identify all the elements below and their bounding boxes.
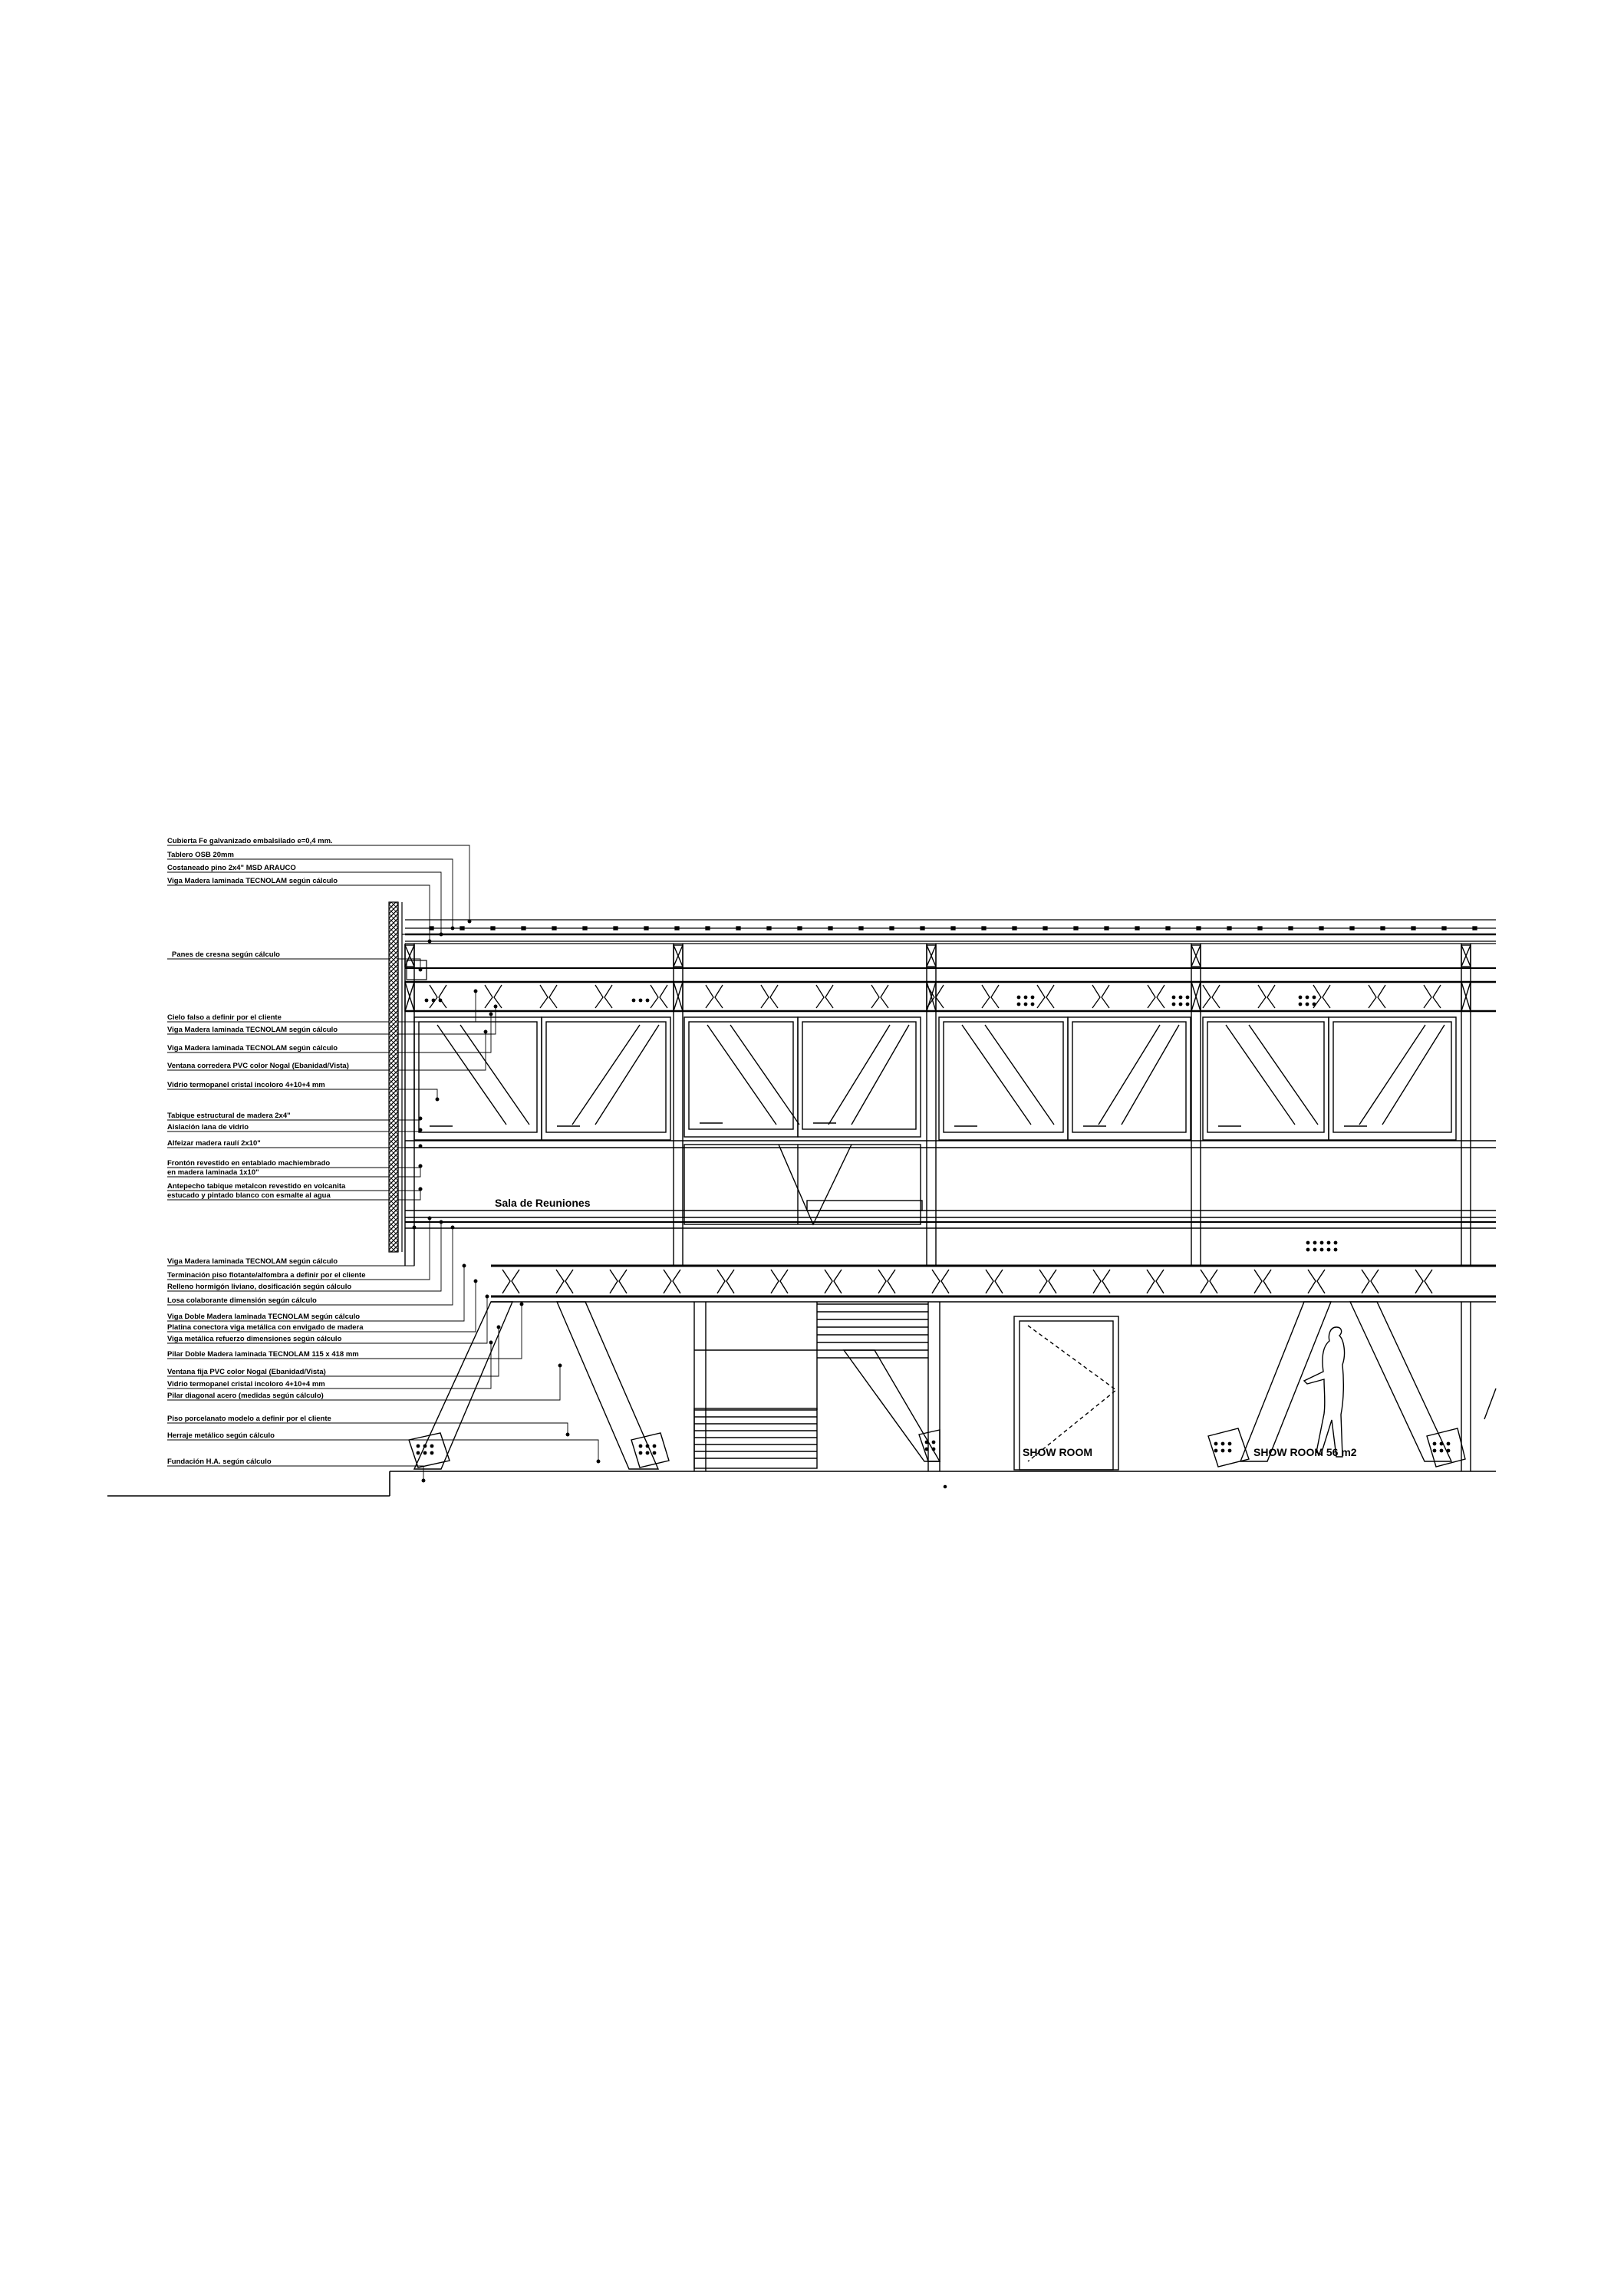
purlin-mark [1473, 927, 1477, 930]
bolt [1186, 1003, 1190, 1006]
glass-door-reflection [779, 1145, 852, 1224]
purlin-mark [736, 927, 740, 930]
leader-line [167, 1227, 453, 1305]
bolt [1320, 1248, 1324, 1252]
leader-dot [486, 1295, 489, 1298]
label-osb-board: Tablero OSB 20mm [167, 851, 234, 859]
bolt [1031, 1003, 1035, 1006]
bolt [632, 999, 636, 1003]
bolt [430, 1451, 434, 1455]
label-sliding-window: Ventana corredera PVC color Nogal (Ebanidad/Vista) [167, 1062, 349, 1070]
label-gable-2: en madera laminada 1x10" [167, 1168, 259, 1177]
floor-connector [825, 1270, 842, 1293]
purlin-mark [552, 927, 556, 930]
window-pane [1068, 1017, 1191, 1140]
leader-line [167, 1222, 441, 1291]
purlin-mark [1105, 927, 1108, 930]
leader-dot [494, 1005, 497, 1008]
bolt [1433, 1442, 1437, 1446]
floor-connector [556, 1270, 573, 1293]
purlin-mark [1319, 927, 1323, 930]
bolt [1313, 1241, 1317, 1245]
label-glass-lower: Vidrio termopanel cristal incoloro 4+10+4 mm [167, 1380, 325, 1388]
beam-connector [1148, 985, 1164, 1008]
leader-dot [436, 1098, 439, 1101]
floor-connector [502, 1270, 519, 1293]
leader-dot [566, 1433, 569, 1436]
bolt-groups [417, 996, 1451, 1455]
label-lightweight-fill: Relleno hormigón liviano, dosificación según cálculo [167, 1283, 352, 1291]
bolt [1024, 996, 1028, 1000]
window-glass [546, 1022, 666, 1132]
bolt [1228, 1449, 1232, 1453]
window-glass [419, 1022, 537, 1132]
leader-line [167, 1466, 423, 1481]
beam-connector [485, 985, 502, 1008]
bolt [425, 999, 429, 1003]
floor-connector [771, 1270, 788, 1293]
bolt [432, 999, 436, 1003]
bolt [1320, 1241, 1324, 1245]
bolt [1024, 1003, 1028, 1006]
bolt [1306, 1003, 1309, 1006]
bolt [646, 999, 650, 1003]
label-ridge-panels: Panes de cresna según cálculo [172, 950, 280, 959]
bolt [1313, 1248, 1317, 1252]
floor-connector [1308, 1270, 1325, 1293]
window-pane [684, 1017, 798, 1137]
label-floor-finish: Terminación piso flotante/alfombra a definir por el cliente [167, 1271, 366, 1280]
floor-connector [878, 1270, 895, 1293]
bolt [653, 1451, 657, 1455]
purlin-mark [1013, 927, 1016, 930]
window-pane [798, 1017, 921, 1137]
label-parapet-1: Antepecho tabique metalcon revestido en volcanita [167, 1182, 346, 1191]
purlin-mark [430, 927, 433, 930]
purlin-mark [859, 927, 863, 930]
label-windowsill: Alfeizar madera raulí 2x10" [167, 1139, 261, 1148]
beam-connector [706, 985, 723, 1008]
beam-connector [595, 985, 612, 1008]
label-parapet-2: estucado y pintado blanco con esmalte al agua [167, 1191, 331, 1200]
label-beam-2: Viga Madera laminada TECNOLAM según cálculo [167, 1044, 338, 1052]
bolt [1228, 1442, 1232, 1446]
window-pane [542, 1017, 670, 1140]
purlin-mark [614, 927, 618, 930]
floor-connector [610, 1270, 627, 1293]
purlin-mark [767, 927, 771, 930]
label-foundation: Fundación H.A. según cálculo [167, 1458, 272, 1466]
bolt [646, 1451, 650, 1455]
label-false-ceiling: Cielo falso a definir por el cliente [167, 1013, 282, 1022]
beam-connector [1037, 985, 1054, 1008]
purlin-mark [1412, 927, 1415, 930]
bolt [1433, 1449, 1437, 1453]
leader-dot [419, 1188, 422, 1191]
floor-connector [1254, 1270, 1271, 1293]
bolt [1017, 1003, 1021, 1006]
beam-connector [540, 985, 557, 1008]
purlin-mark [798, 927, 802, 930]
purlin-mark [828, 927, 832, 930]
purlin-mark [1227, 927, 1231, 930]
purlin-mark [1258, 927, 1262, 930]
purlin-mark [583, 927, 587, 930]
beam-connector [1203, 985, 1220, 1008]
floor-connector [1415, 1270, 1432, 1293]
column-connector-cross [927, 982, 936, 1011]
bolt [1179, 996, 1183, 1000]
floor-connector [717, 1270, 734, 1293]
bolt [1327, 1241, 1331, 1245]
purlin-mark [1442, 927, 1446, 930]
column-connector-cross [927, 945, 936, 967]
label-steel-beam: Viga metálica refuerzo dimensiones según cálculo [167, 1335, 342, 1343]
column-connector-cross [405, 945, 414, 967]
beam-connector [1258, 985, 1275, 1008]
leader-dot [489, 1013, 492, 1016]
window-reflection [707, 1025, 799, 1125]
label-floor-beam: Viga Madera laminada TECNOLAM según cálculo [167, 1257, 338, 1266]
bolt [639, 1451, 643, 1455]
bolt [1221, 1442, 1225, 1446]
leader-line [167, 959, 420, 970]
bolt [430, 1444, 434, 1448]
ground-line [107, 1471, 1496, 1496]
leader-dot [474, 990, 477, 993]
bolt [1334, 1248, 1338, 1252]
bolt [1299, 996, 1303, 1000]
beam-connector [430, 985, 446, 1008]
floor-connector [664, 1270, 680, 1293]
leader-dot [497, 1326, 500, 1329]
room-label-showroom: SHOW ROOM [1023, 1446, 1092, 1458]
bolt [1334, 1241, 1338, 1245]
bolt [1306, 996, 1309, 1000]
window-pane [1203, 1017, 1329, 1140]
beam-connector [1369, 985, 1385, 1008]
diagonal-plate-left [409, 1433, 450, 1468]
purlin-mark [982, 927, 986, 930]
window-reflection [572, 1025, 659, 1125]
beam-connector [982, 985, 999, 1008]
label-gable-1: Frontón revestido en entablado machiembrado [167, 1159, 331, 1168]
roof [405, 920, 1496, 1011]
window-reflection [962, 1025, 1054, 1125]
bolt [653, 1444, 657, 1448]
floor-connector [1362, 1270, 1379, 1293]
bolt [1306, 1248, 1310, 1252]
upper-beam-connectors [430, 985, 1441, 1008]
purlin-mark [644, 927, 648, 930]
bolt [1221, 1449, 1225, 1453]
label-roof-sheet: Cubierta Fe galvanizado embalsilado e=0,4 mm. [167, 837, 333, 845]
bolt [439, 999, 443, 1003]
leader-dot [597, 1460, 600, 1463]
window-reflection [1359, 1025, 1444, 1125]
wall-hatch-column [389, 902, 398, 1252]
column-connector-cross [674, 945, 683, 967]
purlin-mark [951, 927, 955, 930]
column-connector-cross [1191, 982, 1201, 1011]
leader-dot [422, 1479, 425, 1482]
purlin-mark [1350, 927, 1354, 930]
label-roof-beam: Viga Madera laminada TECNOLAM según cálculo [167, 877, 338, 885]
bolt [1299, 1003, 1303, 1006]
beam-connector [761, 985, 778, 1008]
bolt [1327, 1248, 1331, 1252]
purlin-mark [890, 927, 894, 930]
person-silhouette [1304, 1327, 1345, 1457]
bolt [1440, 1449, 1444, 1453]
staircase-upper[interactable] [694, 1302, 928, 1410]
bolt [1017, 996, 1021, 1000]
window-reflection [437, 1025, 529, 1125]
leader-dot [484, 1030, 487, 1033]
label-fixed-window: Ventana fija PVC color Nogal (Ebanidad/Vista) [167, 1368, 326, 1376]
label-connector-plate: Platina conectora viga metálica con envigado de madera [167, 1323, 364, 1332]
purlin-mark [921, 927, 924, 930]
leader-dot [419, 1164, 422, 1168]
label-glass-upper: Vidrio termopanel cristal incoloro 4+10+4 mm [167, 1081, 325, 1089]
annotation-labels [167, 837, 365, 1466]
floor-connector [1201, 1270, 1217, 1293]
bolt [639, 999, 643, 1003]
label-double-beam: Viga Doble Madera laminada TECNOLAM según cálculo [167, 1313, 361, 1321]
bolt [1306, 1241, 1310, 1245]
column-connector-cross [1461, 982, 1471, 1011]
purlin-mark [1135, 927, 1139, 930]
label-composite-slab: Losa colaborante dimensión según cálculo [167, 1296, 317, 1305]
beam-connector [651, 985, 667, 1008]
bolt [417, 1451, 420, 1455]
label-insulation: Aislación lana de vidrio [167, 1123, 249, 1132]
bolt [1186, 996, 1190, 1000]
purlin-mark [706, 927, 710, 930]
bolt [417, 1444, 420, 1448]
beam-connector [816, 985, 833, 1008]
bolt [1313, 1003, 1316, 1006]
beam-connector [871, 985, 888, 1008]
floor-connector [1039, 1270, 1056, 1293]
label-beam-1: Viga Madera laminada TECNOLAM según cálculo [167, 1026, 338, 1034]
leader-dot [474, 1280, 477, 1283]
window-pane [939, 1017, 1068, 1140]
window-glass [689, 1022, 793, 1129]
room-label-showroom-area: SHOW ROOM 56 m2 [1253, 1446, 1357, 1458]
bolt [423, 1451, 427, 1455]
window-pane [1329, 1017, 1456, 1140]
diagonal-plate-right-a [1208, 1428, 1249, 1467]
upper-floor-structure [405, 1141, 1496, 1302]
purlin-mark [460, 927, 464, 930]
glass-door-lower [684, 1145, 921, 1224]
purlin-mark [491, 927, 495, 930]
bolt [1031, 996, 1035, 1000]
room-label-meeting: Sala de Reuniones [495, 1197, 591, 1209]
upper-windows[interactable] [414, 1017, 1456, 1224]
window-glass [1207, 1022, 1324, 1132]
column-connector-cross [1191, 945, 1201, 967]
window-pane [414, 1017, 542, 1140]
floor-connector [986, 1270, 1003, 1293]
window-glass [1333, 1022, 1451, 1132]
purlin-mark [522, 927, 525, 930]
label-double-column: Pilar Doble Madera laminada TECNOLAM 115 x 418 mm [167, 1350, 359, 1359]
bolt [932, 1441, 936, 1444]
roof-purlins [430, 927, 1477, 930]
floor-connector [932, 1270, 949, 1293]
column-connector-cross [1461, 945, 1471, 967]
beam-connector [1424, 985, 1441, 1008]
label-metal-fitting: Herraje metálico según cálculo [167, 1431, 275, 1440]
purlin-mark [675, 927, 679, 930]
bolt [639, 1444, 643, 1448]
purlin-mark [1289, 927, 1293, 930]
window-glass [944, 1022, 1063, 1132]
leader-dot [520, 1303, 523, 1306]
purlin-mark [1043, 927, 1047, 930]
staircase-lower[interactable] [694, 1408, 817, 1468]
leader-dot [489, 1341, 492, 1344]
bolt [1313, 996, 1316, 1000]
bolt [1172, 996, 1176, 1000]
window-reflection [1099, 1025, 1179, 1125]
column-connector-cross [405, 982, 414, 1011]
window-glass [1072, 1022, 1186, 1132]
bolt [1214, 1449, 1218, 1453]
purlin-mark [1074, 927, 1078, 930]
leader-dot [558, 1364, 562, 1367]
floor-beam-connectors [502, 1270, 1432, 1293]
purlin-mark [1197, 927, 1201, 930]
column-connector-cross [674, 982, 683, 1011]
label-purlins: Costaneado pino 2x4" MSD ARAUCO [167, 864, 296, 872]
bolt [1447, 1442, 1451, 1446]
label-diagonal-column: Pilar diagonal acero (medidas según cálculo) [167, 1392, 324, 1400]
label-stud-wall: Tabique estructural de madera 2x4" [167, 1112, 291, 1120]
window-reflection [828, 1025, 909, 1125]
purlin-mark [1381, 927, 1385, 930]
leader-dot [463, 1264, 466, 1267]
purlin-mark [1166, 927, 1170, 930]
bolt [1179, 1003, 1183, 1006]
beam-connector [1092, 985, 1109, 1008]
window-reflection [1226, 1025, 1318, 1125]
label-porcelain-floor: Piso porcelanato modelo a definir por el cliente [167, 1415, 331, 1423]
floor-connector [1093, 1270, 1110, 1293]
bolt [1214, 1442, 1218, 1446]
floor-connector [1147, 1270, 1164, 1293]
bolt [1172, 1003, 1176, 1006]
